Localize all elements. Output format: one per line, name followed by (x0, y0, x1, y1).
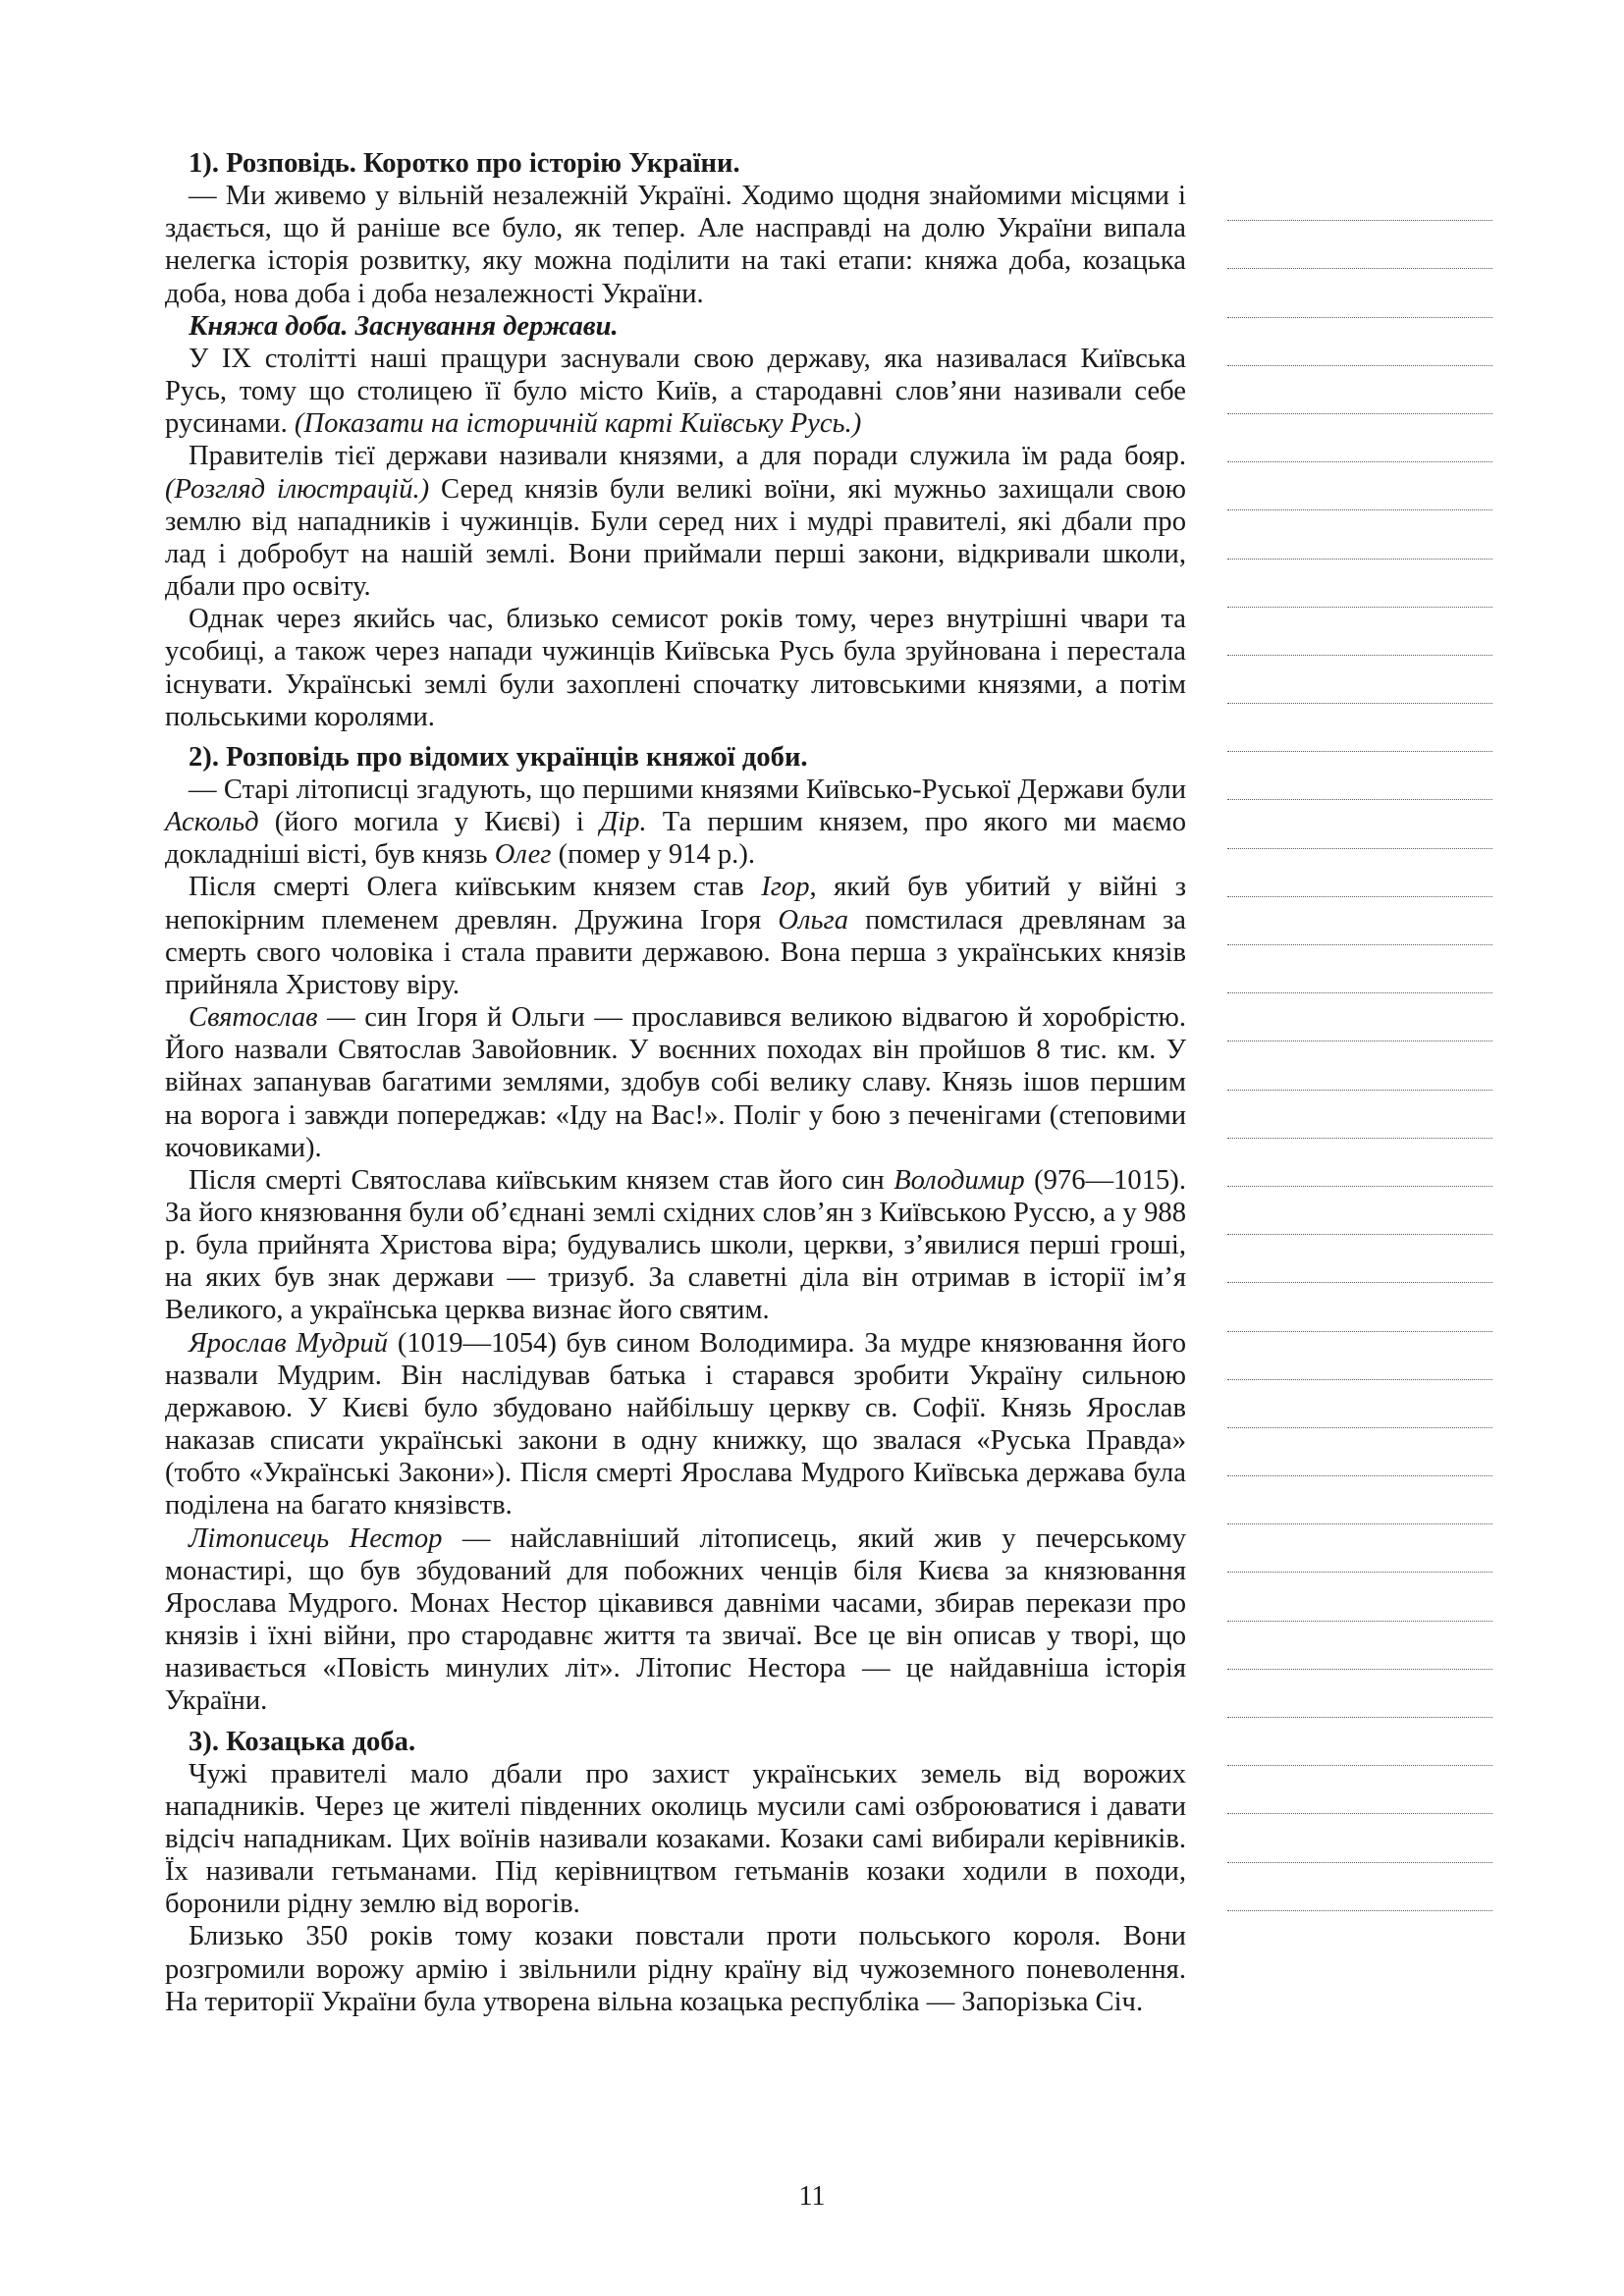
name-askold: Аскольд (165, 807, 259, 838)
text-run: помстилася древлянам за смерть свого чоловіка і стала правити державою. Вона перша з українських князів прийняла Христову віру. (165, 904, 1186, 1000)
paragraph: Близько 350 років тому козаки повстали проти польського короля. Вони розгромили ворожу армію і звільнили рідну країну від чужоземного поневолення. На території України була утворена вільна козацька республіка — Запорізька Січ. (165, 1921, 1186, 2017)
paragraph: — Ми живемо у вільній незалежній Україні. Ходимо щодня знайомими місцями і здається, що й раніше все було, як тепер. Але насправді на долю України випала нелегка історія розвитку, яку можна поділити на такі етапи: княжа доба, козацька доба, нова доба і доба незалежності України. (165, 181, 1186, 309)
paragraph (165, 440, 1186, 603)
margin-ruled-line (1227, 1091, 1492, 1139)
name-nestor: Літописець Нестор (189, 1522, 443, 1554)
margin-ruled-line (1227, 945, 1492, 993)
text-run: Після смерті Святослава київським князем став його син (189, 1164, 885, 1196)
paragraph (165, 871, 1186, 1001)
margin-ruled-line (1227, 1622, 1492, 1670)
name-dir: Дір. (600, 807, 647, 838)
section-subheading: Княжа доба. Заснування держави. (189, 310, 619, 342)
margin-ruled-line (1227, 704, 1492, 752)
text-run: Правителів тієї держави називали князями, а для поради служила їм рада бояр. (189, 441, 1186, 472)
margin-ruled-line (1227, 318, 1492, 366)
paragraph (165, 1001, 1186, 1164)
margin-ruled-line (1227, 1863, 1492, 1911)
name-volodymyr: Володимир (893, 1164, 1025, 1196)
margin-ruled-line (1227, 560, 1492, 608)
name-yaroslav: Ярослав Мудрий (189, 1327, 389, 1359)
text-run: , який був убитий у війні з непокірним племенем древлян. Дружина Ігоря (165, 872, 1186, 935)
text-run: (976—1015). За його князювання були об’єднані землі східних слов’ян з Київською Руссю, а у 988 р. була прийнята Христова віра; будувались школи, церкви, з’явилися перші гроші, на яких був знак держави — тризуб. За славетні діла він отримав в історії ім’я Великого, а українська церква визнає його святим. (165, 1164, 1186, 1326)
text-column (165, 147, 1186, 2018)
text-run: — син Ігоря й Ольги — прославився великою відвагою й хоробрістю. Його назвали Святослав Завойовник. У воєнних походах він пройшов 8 тис. км. У війнах запанував багатими землями, здобув собі велику славу. Князь ішов першим на ворога і завжди попереджав: «Іду на Вас!». Поліг у бою з печенігами (степовими кочовиками). (165, 1002, 1186, 1163)
margin-ruled-line (1227, 656, 1492, 704)
paragraph (165, 1522, 1186, 1718)
margin-ruled-line (1227, 173, 1492, 221)
paragraph (165, 1164, 1186, 1327)
text-run: — найславніший літописець, який жив у печерському монастирі, що був збудований для побожних ченців біля Києва за князювання Ярослава Мудрого. Монах Нестор цікавився давніми часами, збирав перекази про князів і їхні війни, про стародавнє життя та звичаї. Все це він описав у творі, що називається «Повість минулих літ». Літопис Нестора — це найдавніша історія України. (165, 1522, 1186, 1717)
margin-ruled-line (1227, 1041, 1492, 1090)
margin-ruled-line (1227, 1283, 1492, 1331)
margin-ruled-line (1227, 269, 1492, 317)
text-run: (1019—1054) був сином Володимира. За мудре князювання його назвали Мудрим. Він наслідував батька і старався зробити Україну сильною державою. У Києві було збудовано найбільшу церкву св. Софії. Князь Ярослав наказав списати українські закони в одну книжку, що звалася «Руська Правда» (тобто «Українські Закони»). Після смерті Ярослава Мудрого Київська держава була поділена на багато князівств. (165, 1327, 1186, 1522)
margin-ruled-line (1227, 800, 1492, 848)
text-run: Після смерті Олега київським князем став (189, 872, 744, 903)
margin-ruled-line (1227, 1428, 1492, 1476)
text-run: (його могила у Києві) і (274, 807, 584, 838)
margin-ruled-line (1227, 462, 1492, 510)
margin-ruled-line (1227, 414, 1492, 462)
text-run: Серед князів були великі воїни, які мужньо захищали свою землю від нападників і чужинців. Були серед них і мудрі правителі, які дбали про лад і добробут на нашій землі. Вони приймали перші закони, відкривали школи, дбали про освіту. (165, 473, 1186, 603)
margin-ruled-line (1227, 1139, 1492, 1187)
text-run: (помер у 914 р.). (558, 839, 755, 871)
name-ihor: Ігор (761, 872, 810, 903)
text-run: Та першим князем, про якого ми маємо докладніші вісті, був князь (165, 807, 1186, 871)
margin-ruled-line (1227, 1573, 1492, 1621)
margin-ruled-line (1227, 1187, 1492, 1235)
text-run: — Старі літописці згадують, що першими князями Київсько-Руської Держави були (189, 774, 1186, 805)
section-heading: 1). Розповідь. Коротко про історію України. (189, 148, 740, 179)
name-olha: Ольга (778, 904, 848, 935)
margin-notes-lines (1227, 173, 1492, 1911)
margin-ruled-line (1227, 897, 1492, 945)
paragraph (165, 774, 1186, 871)
margin-ruled-line (1227, 1235, 1492, 1283)
margin-ruled-line (1227, 1332, 1492, 1380)
margin-ruled-line (1227, 1670, 1492, 1718)
section-heading: 2). Розповідь про відомих українців княжої доби. (189, 741, 808, 773)
italic-note: (Розгляд ілюстрацій.) (165, 473, 430, 505)
margin-ruled-line (1227, 1814, 1492, 1862)
section-heading: 3). Козацька доба. (189, 1726, 416, 1757)
paragraph (165, 343, 1186, 440)
margin-ruled-line (1227, 1766, 1492, 1814)
margin-ruled-line (1227, 752, 1492, 800)
name-oleg: Олег (494, 839, 552, 871)
paragraph (165, 1327, 1186, 1522)
margin-ruled-line (1227, 366, 1492, 414)
margin-ruled-line (1227, 993, 1492, 1041)
margin-ruled-line (1227, 849, 1492, 897)
margin-ruled-line (1227, 1380, 1492, 1428)
margin-ruled-line (1227, 1718, 1492, 1766)
margin-ruled-line (1227, 221, 1492, 269)
paragraph: Чужі правителі мало дбали про захист українських земель від ворожих нападників. Через це жителі південних околиць мусили самі озброюватися і давати відсіч нападникам. Цих воїнів називали козаками. Козаки самі вибирали керівників. Їх називали гетьманами. Під керівництвом гетьманів козаки ходили в походи, боронили рідну землю від ворогів. (165, 1758, 1186, 1920)
paragraph: Однак через якийсь час, близько семисот років тому, через внутрішні чвари та усобиці, а також через напади чужинців Київська Русь була зруйнована і перестала існувати. Українські землі були захоплені спочатку литовськими князями, а потім польськими королями. (165, 604, 1186, 732)
margin-ruled-line (1227, 608, 1492, 656)
name-sviatoslav: Святослав (189, 1002, 318, 1034)
page-number: 11 (798, 2181, 826, 2212)
margin-ruled-line (1227, 1476, 1492, 1524)
text-run: У IX столітті наші пращури заснували свою державу, яка називалася Київська Русь, тому що столицею її було місто Київ, а стародавні слов’яни називали себе русинами. (165, 343, 1186, 440)
italic-note: (Показати на історичній карті Київську Русь.) (294, 408, 862, 440)
margin-ruled-line (1227, 510, 1492, 559)
margin-ruled-line (1227, 1524, 1492, 1573)
